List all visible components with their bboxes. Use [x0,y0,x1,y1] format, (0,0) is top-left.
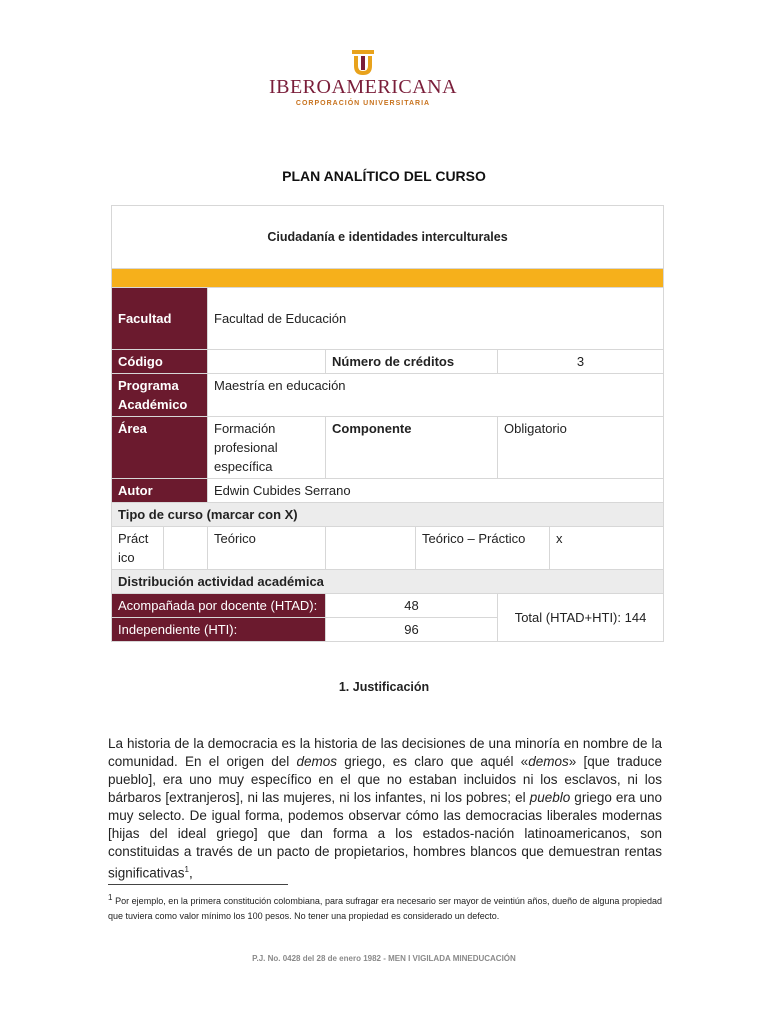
tipo-curso-label: Tipo de curso (marcar con X) [112,503,664,527]
footnote-divider [108,884,288,885]
para-text-2: griego, es claro que aquél « [337,754,529,769]
autor-value: Edwin Cubides Serrano [208,479,664,503]
codigo-value [208,350,326,374]
practico-label: Práct ico [112,527,164,570]
para-text-1: La historia de la democracia es la historia de las decisiones de una minoría en nombre de la comunidad. En el origen del [108,736,662,769]
area-label: Área [112,417,208,479]
para-text-5: , [188,865,193,881]
course-table [111,205,664,642]
autor-label: Autor [112,479,208,503]
hti-value: 96 [326,618,498,642]
componente-label: Componente [326,417,498,479]
para-italic-demos-2: demos [528,754,569,769]
total-hours: Total (HTAD+HTI): 144 [498,594,664,642]
facultad-value: Facultad de Educación [208,288,664,350]
distribucion-label: Distribución actividad académica [112,570,664,594]
accent-bar [112,269,664,288]
teorico-practico-label: Teórico – Práctico [416,527,550,570]
hti-label: Independiente (HTI): [112,618,326,642]
para-text-4: griego era uno muy selecto. De igual forma, podemos observar cómo las democracias liberales modernas [hijas del ideal griego] que dan forma a los estados-nación latinoamericanos, son constituidas a través de un pacto de propietarios, hombres blancos que demuestran rentas significativas [108,790,662,881]
logo-icon [350,48,376,78]
para-italic-pueblo: pueblo [529,790,571,805]
teorico-label: Teórico [208,527,326,570]
teorico-practico-mark: x [550,527,664,570]
footnote-ref: 1 [184,865,189,874]
componente-value: Obligatorio [498,417,664,479]
creditos-value: 3 [498,350,664,374]
para-text-3: » [que traduce pueblo], era uno muy específico en el que no estaban incluidos ni los esclavos, ni los bárbaros [extranjeros], ni las mujeres, ni los infantes, ni los pobres; el [108,754,662,805]
htad-value: 48 [326,594,498,618]
logo-name: IBEROAMERICANA [268,76,458,98]
facultad-label: Facultad [112,288,208,350]
section-heading: 1. Justificación [338,680,430,694]
para-italic-demos: demos [296,754,337,769]
codigo-label: Código [112,350,208,374]
programa-value: Maestría en educación [208,374,664,417]
programa-label: Programa Académico [112,374,208,417]
footnote-text: Por ejemplo, en la primera constitución colombiana, para sufragar era necesario ser mayor de veintiún años, dueño de alguna propiedad que tuviera como valor mínimo los 100 pesos. No tener una propiedad es considerado un defecto. [108,896,662,921]
creditos-label: Número de créditos [326,350,498,374]
area-value: Formación profesional específica [208,417,326,479]
logo [252,48,474,114]
practico-mark [164,527,208,570]
course-title: Ciudadanía e identidades interculturales [112,206,664,269]
footnote-number: 1 [108,893,113,902]
justification-paragraph [108,735,662,883]
logo-subtitle: CORPORACIÓN UNIVERSITARIA [295,100,431,107]
footnote [108,890,662,924]
page-title: PLAN ANALÍTICO DEL CURSO [282,168,486,184]
htad-label: Acompañada por docente (HTAD): [112,594,326,618]
page-footer: P.J. No. 0428 del 28 de enero 1982 - MEN I VIGILADA MINEDUCACIÓN [252,954,516,963]
teorico-mark [326,527,416,570]
